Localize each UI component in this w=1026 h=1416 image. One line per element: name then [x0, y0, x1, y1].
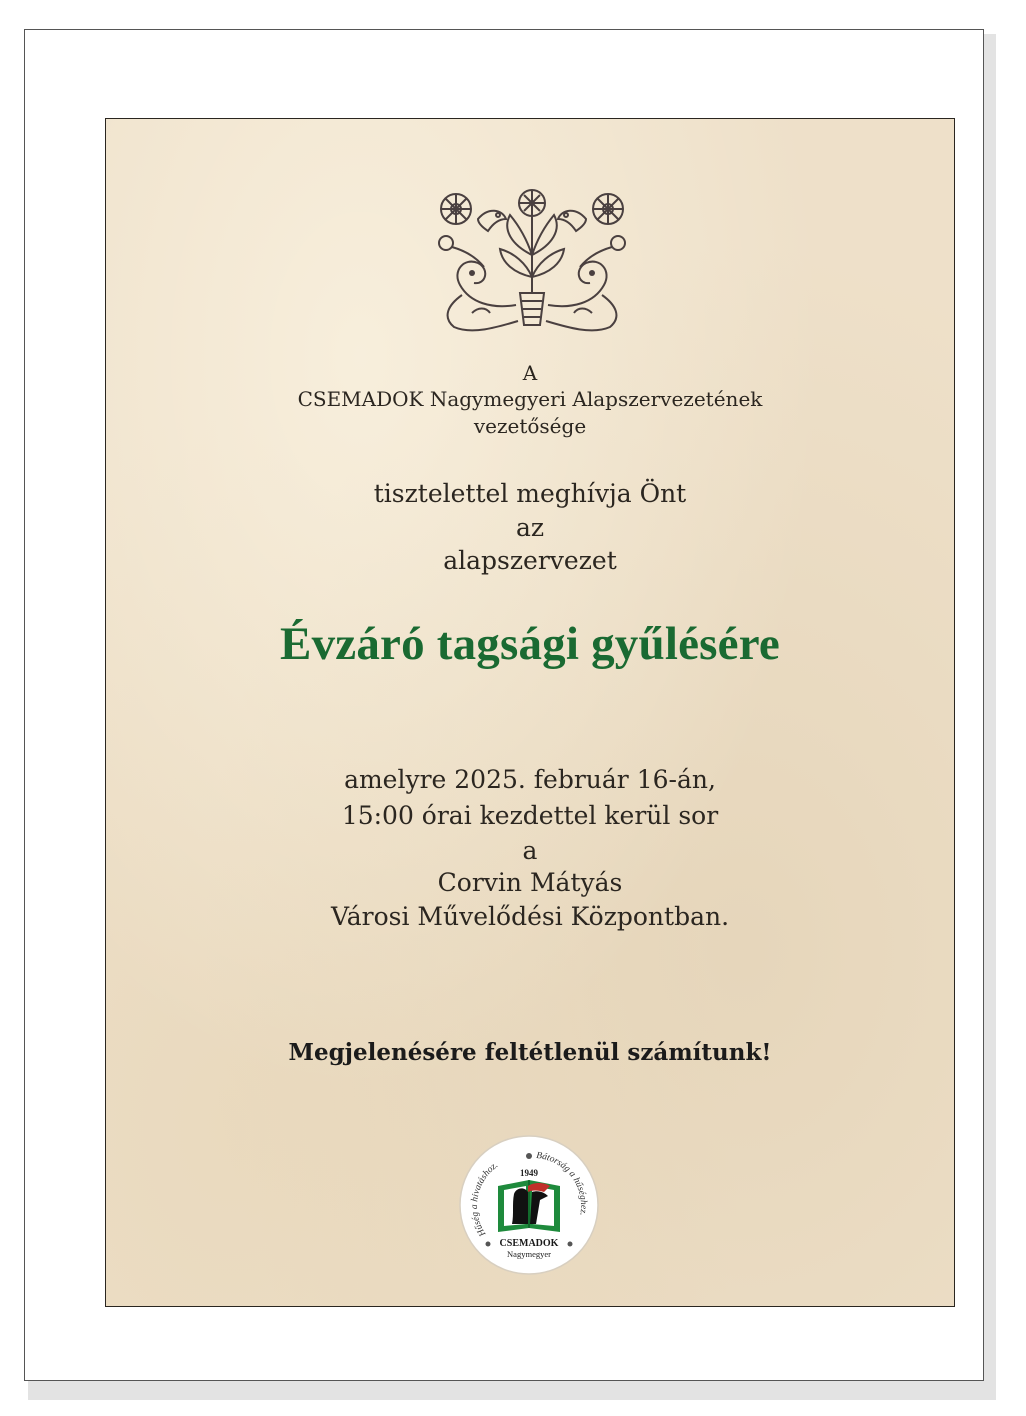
organization-name: CSEMADOK Nagymegyeri Alapszervezetének [297, 387, 763, 411]
csemadok-emblem-icon [458, 1134, 600, 1276]
event-title: Évzáró tagsági gyűlésére [280, 618, 780, 670]
emblem-place: Nagymegyer [507, 1249, 551, 1259]
folk-ornament-icon [432, 185, 632, 335]
event-venue-name: Corvin Mátyás [437, 868, 623, 897]
emblem-motto-left: Hűség a hivatáshoz. [469, 1160, 501, 1238]
emblem-year: 1949 [520, 1168, 538, 1178]
intro-a: A [522, 361, 538, 385]
emblem-motto-right: Bátorság a hűséghez. [535, 1150, 589, 1217]
document-page [24, 29, 984, 1381]
invitation-card [105, 118, 955, 1307]
invite-line: tisztelettel meghívja Önt [373, 479, 687, 508]
closing-line: Megjelenésére feltétlenül számítunk! [288, 1039, 772, 1066]
invite-az: az [515, 513, 545, 542]
event-time: 15:00 órai kezdettel kerül sor [341, 801, 719, 830]
event-venue-a: a [522, 836, 538, 865]
event-date: amelyre 2025. február 16-án, [344, 765, 716, 794]
event-venue-place: Városi Művelődési Központban. [330, 902, 730, 931]
organization-leadership: vezetősége [473, 414, 587, 438]
emblem-name: CSEMADOK [499, 1238, 559, 1249]
invite-alapszervezet: alapszervezet [443, 546, 617, 575]
